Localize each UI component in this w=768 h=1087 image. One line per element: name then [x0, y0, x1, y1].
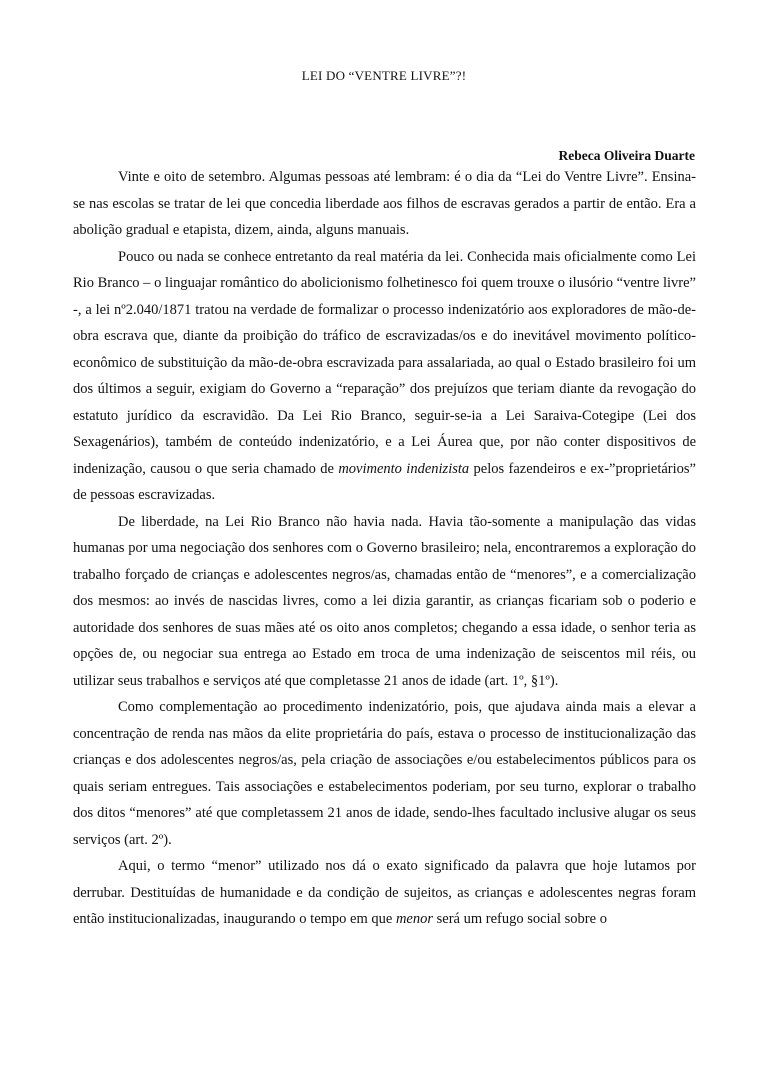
paragraph-5-text-before: Aqui, o termo “menor” utilizado nos dá o exato significado da palavra que hoje lutamos por derrubar. Destituídas de humanidade e da condição de sujeitos, as crianças e adolescentes negras foram então institucionalizadas, inaugurando o tempo em que [73, 858, 696, 927]
paragraph-2 [73, 244, 696, 509]
paragraph-2-emphasis: movimento indenizista [338, 460, 470, 477]
paragraph-2-text-after: pelos fazendeiros e ex-”proprietários” de pessoas escravizadas. [73, 460, 696, 503]
paragraph-4: Como complementação ao procedimento indenizatório, pois, que ajudava ainda mais a elevar a concentração de renda nas mãos da elite proprietária do país, estava o processo de institucionalização das crianças e dos adolescentes negros/as, pela criação de associações e/ou estabelecimentos públicos para os quais seriam entregues. Tais associações e estabelecimentos poderiam, por seu turno, explorar o trabalho dos ditos “menores” até que completassem 21 anos de idade, sendo-lhes facultado inclusive alugar os seus serviços (art. 2º). [73, 699, 696, 848]
paragraph-5 [73, 853, 696, 933]
paragraph-2-text-before: Pouco ou nada se conhece entretanto da real matéria da lei. Conhecida mais oficialmente como Lei Rio Branco – o linguajar romântico do abolicionismo folhetinesco foi quem trouxe o ilusório “ventre livre” -, a lei nº2.040/1871 tratou na verdade de formalizar o processo indenizatório aos exploradores de mão-de-obra escrava que, diante da proibição do tráfico de escravizadas/os e do inevitável movimento político-econômico de substituição da mão-de-obra escravizada para assalariada, ao qual o Estado brasileiro foi um dos últimos a seguir, exigiam do Governo a “reparação” dos prejuízos que teriam diante da revogação do estatuto jurídico da escravidão. Da Lei Rio Branco, seguir-se-ia a Lei Saraiva-Cotegipe (Lei dos Sexagenários), também de conteúdo indenizatório, e a Lei Áurea que, por não conter dispositivos de indenização, causou o que seria chamado de [73, 248, 696, 477]
document-title: LEI DO “VENTRE LIVRE”?! [301, 68, 467, 83]
paragraph-5-text-after: será um refugo social sobre o [433, 911, 607, 927]
paragraph-5-emphasis: menor [395, 911, 433, 927]
author-name: Rebeca Oliveira Duarte [558, 148, 695, 163]
document-body [73, 164, 696, 933]
paragraph-1: Vinte e oito de setembro. Algumas pessoas até lembram: é o dia da “Lei do Ventre Livre”. Ensina-se nas escolas se tratar de lei que concedia liberdade aos filhos de escravas gerados a partir de então. Era a abolição gradual e etapista, dizem, ainda, alguns manuais. [73, 169, 696, 238]
paragraph-3: De liberdade, na Lei Rio Branco não havia nada. Havia tão-somente a manipulação das vidas humanas por uma negociação dos senhores com o Governo brasileiro; nela, encontraremos a exploração do trabalho forçado de crianças e adolescentes negros/as, chamadas então de “menores”, e a comercialização dos mesmos: ao invés de nascidas livres, como a lei dizia garantir, as crianças ficariam sob o poderio e autoridade dos senhores de suas mães até os oito anos completos; chegando a essa idade, o senhor teria as opções de, ou negociar sua entrega ao Estado em troca de uma indenização de seiscentos mil réis, ou utilizar seus trabalhos e serviços até que completasse 21 anos de idade (art. 1º, §1º). [73, 513, 696, 689]
